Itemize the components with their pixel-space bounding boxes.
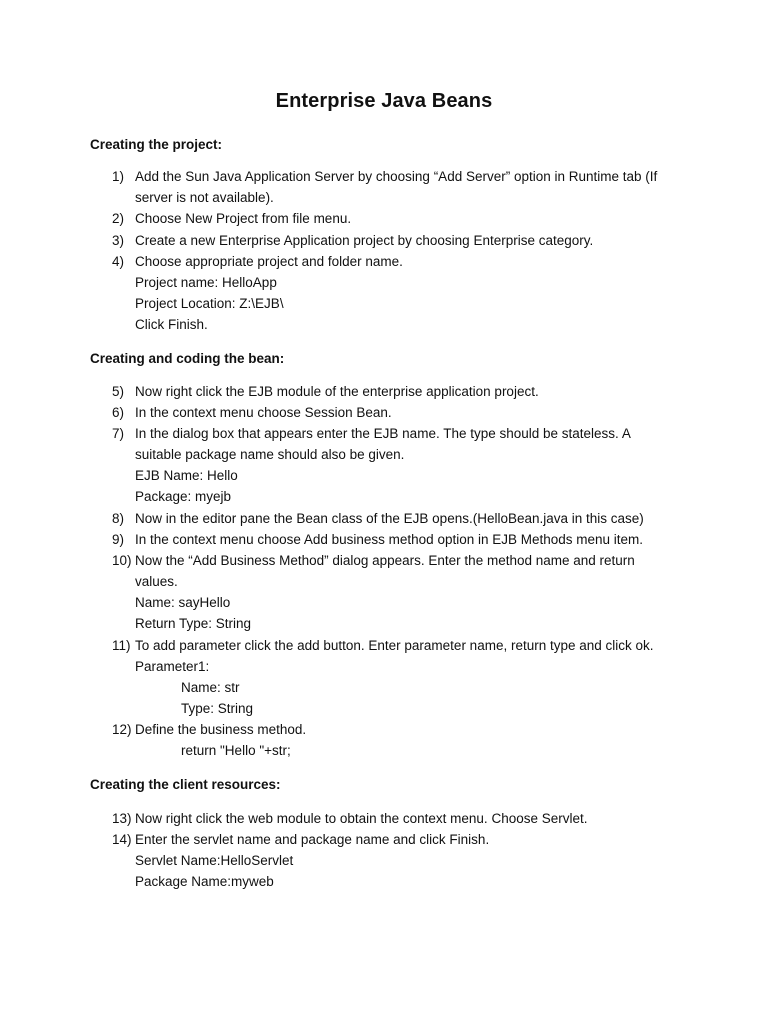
list-item-text: Choose New Project from file menu.: [135, 211, 352, 226]
list-item-text: Servlet Name:HelloServlet: [135, 853, 294, 868]
list-item-number: 5): [112, 384, 125, 399]
list-item-number: 12): [112, 722, 132, 737]
list-item-text: Choose appropriate project and folder name.: [135, 254, 403, 269]
list-item-text: Click Finish.: [135, 317, 208, 332]
list-item-number: 13): [112, 811, 132, 826]
list-item-subtext: Type: String: [181, 701, 254, 716]
list-item-text: Now the “Add Business Method” dialog appears. Enter the method name and return: [135, 553, 635, 568]
list-item-text: server is not available).: [135, 190, 274, 205]
document-title: Enterprise Java Beans: [275, 90, 493, 112]
list-item-subtext: Name: str: [181, 680, 240, 695]
list-item-text: Package Name:myweb: [135, 874, 274, 889]
list-item-text: EJB Name: Hello: [135, 468, 238, 483]
list-item-text: In the context menu choose Add business method option in EJB Methods menu item.: [135, 532, 644, 547]
list-item-number: 11): [112, 638, 131, 653]
list-item-number: 1): [112, 169, 125, 184]
list-item-text: Now right click the EJB module of the enterprise application project.: [135, 384, 539, 399]
list-item-text: Return Type: String: [135, 616, 252, 631]
list-item-text: Name: sayHello: [135, 595, 231, 610]
list-item-text: Enter the servlet name and package name and click Finish.: [135, 832, 490, 847]
list-item-number: 3): [112, 233, 125, 248]
list-item-text: values.: [135, 574, 178, 589]
list-item-subtext: return "Hello "+str;: [181, 743, 291, 758]
section-heading-bean: Creating and coding the bean:: [90, 351, 285, 366]
list-item-number: 14): [112, 832, 132, 847]
list-item-number: 4): [112, 254, 125, 269]
section-heading-project: Creating the project:: [90, 137, 223, 152]
list-item-text: To add parameter click the add button. Enter parameter name, return type and click ok.: [135, 638, 654, 653]
list-item-number: 6): [112, 405, 125, 420]
list-item-text: Now right click the web module to obtain the context menu. Choose Servlet.: [135, 811, 588, 826]
list-item-text: In the context menu choose Session Bean.: [135, 405, 392, 420]
list-item-number: 8): [112, 511, 125, 526]
list-item-text: suitable package name should also be given.: [135, 447, 405, 462]
list-item-number: 9): [112, 532, 125, 547]
list-item-number: 10): [112, 553, 132, 568]
list-item-text: Parameter1:: [135, 659, 210, 674]
list-item-text: Now in the editor pane the Bean class of the EJB opens.(HelloBean.java in this case): [135, 511, 644, 526]
list-item-number: 7): [112, 426, 125, 441]
list-item-text: Define the business method.: [135, 722, 307, 737]
list-item-text: Add the Sun Java Application Server by choosing “Add Server” option in Runtime tab (If: [135, 169, 658, 184]
list-item-text: Create a new Enterprise Application project by choosing Enterprise category.: [135, 233, 594, 248]
list-item-text: Package: myejb: [135, 489, 232, 504]
section-heading-client: Creating the client resources:: [90, 777, 281, 792]
list-item-number: 2): [112, 211, 125, 226]
list-item-text: Project name: HelloApp: [135, 275, 277, 290]
list-item-text: In the dialog box that appears enter the EJB name. The type should be stateless. A: [135, 426, 631, 441]
list-item-text: Project Location: Z:\EJB\: [135, 296, 284, 311]
